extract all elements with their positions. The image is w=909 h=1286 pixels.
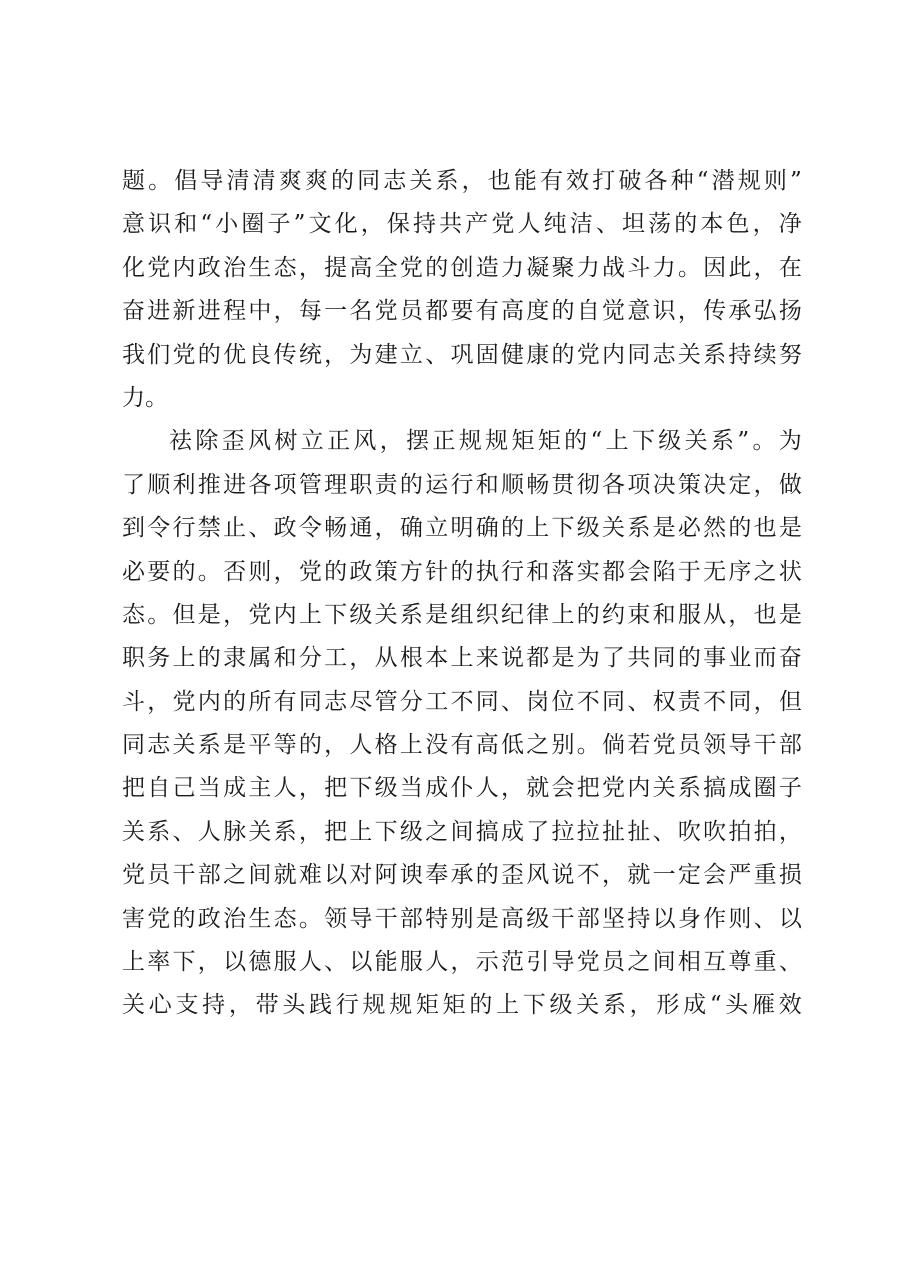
text-line: 关 系 、 人 脉 关 系 ， 把 上 下 级 之 间 搞 成 了 拉 拉 扯 扯 、 吹 吹 拍 拍 ， bbox=[122, 818, 802, 845]
text-line: 意 识 和 “ 小 圈 子 ” 文 化 ， 保 持 共 产 党 人 纯 洁 、 坦 荡 的 本 色 ， 净 bbox=[122, 211, 802, 238]
text-line: 态 。 但 是 ， 党 内 上 下 级 关 系 是 组 织 纪 律 上 的 约 束 和 服 从 ， 也 是 bbox=[122, 601, 802, 628]
text-line: 职 务 上 的 隶 属 和 分 工 ， 从 根 本 上 来 说 都 是 为 了 共 同 的 事 业 而 奋 bbox=[122, 645, 802, 672]
text-line: 同 志 关 系 是 平 等 的 ， 人 格 上 没 有 高 低 之 别 。 倘 若 党 员 领 导 干 部 bbox=[122, 732, 802, 759]
text-line: 害 党 的 政 治 生 态 。 领 导 干 部 特 别 是 高 级 干 部 坚 持 以 身 作 则 、 以 bbox=[122, 905, 802, 932]
paragraph bbox=[122, 160, 802, 420]
text-line: 力。 bbox=[122, 384, 168, 411]
text-line: 党 员 干 部 之 间 就 难 以 对 阿 谀 奉 承 的 歪 风 说 不 ， 就 一 定 会 严 重 损 bbox=[122, 862, 802, 889]
text-line: 祛 除 歪 风 树 立 正 风 ， 摆 正 规 规 矩 矩 的 “ 上 下 级 关 系 ” 。 为 bbox=[169, 428, 802, 455]
text-line: 我 们 党 的 优 良 传 统 ， 为 建 立 、 巩 固 健 康 的 党 内 同 志 关 系 持 续 努 bbox=[122, 341, 802, 368]
text-line: 化 党 内 政 治 生 态 ， 提 高 全 党 的 创 造 力 凝 聚 力 战 斗 力 。 因 此 ， 在 bbox=[122, 254, 802, 281]
paragraph bbox=[122, 420, 802, 1027]
text-line: 到 令 行 禁 止 、 政 令 畅 通 ， 确 立 明 确 的 上 下 级 关 系 是 必 然 的 也 是 bbox=[122, 515, 802, 542]
text-line: 关 心 支 持 ， 带 头 践 行 规 规 矩 矩 的 上 下 级 关 系 ， 形 成 “ 头 雁 效 bbox=[122, 992, 802, 1019]
text-line: 题 。 倡 导 清 清 爽 爽 的 同 志 关 系 ， 也 能 有 效 打 破 各 种 “ 潜 规 则 ” bbox=[122, 168, 802, 194]
text-line: 上 率 下 ， 以 德 服 人 、 以 能 服 人 ， 示 范 引 导 党 员 之 间 相 互 尊 重 、 bbox=[122, 949, 802, 976]
text-line: 奋 进 新 进 程 中 ， 每 一 名 党 员 都 要 有 高 度 的 自 觉 意 识 ， 传 承 弘 扬 bbox=[122, 298, 802, 325]
document-body bbox=[122, 160, 802, 1028]
text-line: 斗 ， 党 内 的 所 有 同 志 尽 管 分 工 不 同 、 岗 位 不 同 、 权 责 不 同 ， 但 bbox=[122, 688, 802, 715]
text-line: 必 要 的 。 否 则 ， 党 的 政 策 方 针 的 执 行 和 落 实 都 会 陷 于 无 序 之 状 bbox=[122, 558, 802, 585]
text-line: 把 自 己 当 成 主 人 ， 把 下 级 当 成 仆 人 ， 就 会 把 党 内 关 系 搞 成 圈 子 bbox=[122, 775, 802, 802]
text-line: 了 顺 利 推 进 各 项 管 理 职 责 的 运 行 和 顺 畅 贯 彻 各 项 决 策 决 定 ， 做 bbox=[122, 471, 802, 498]
